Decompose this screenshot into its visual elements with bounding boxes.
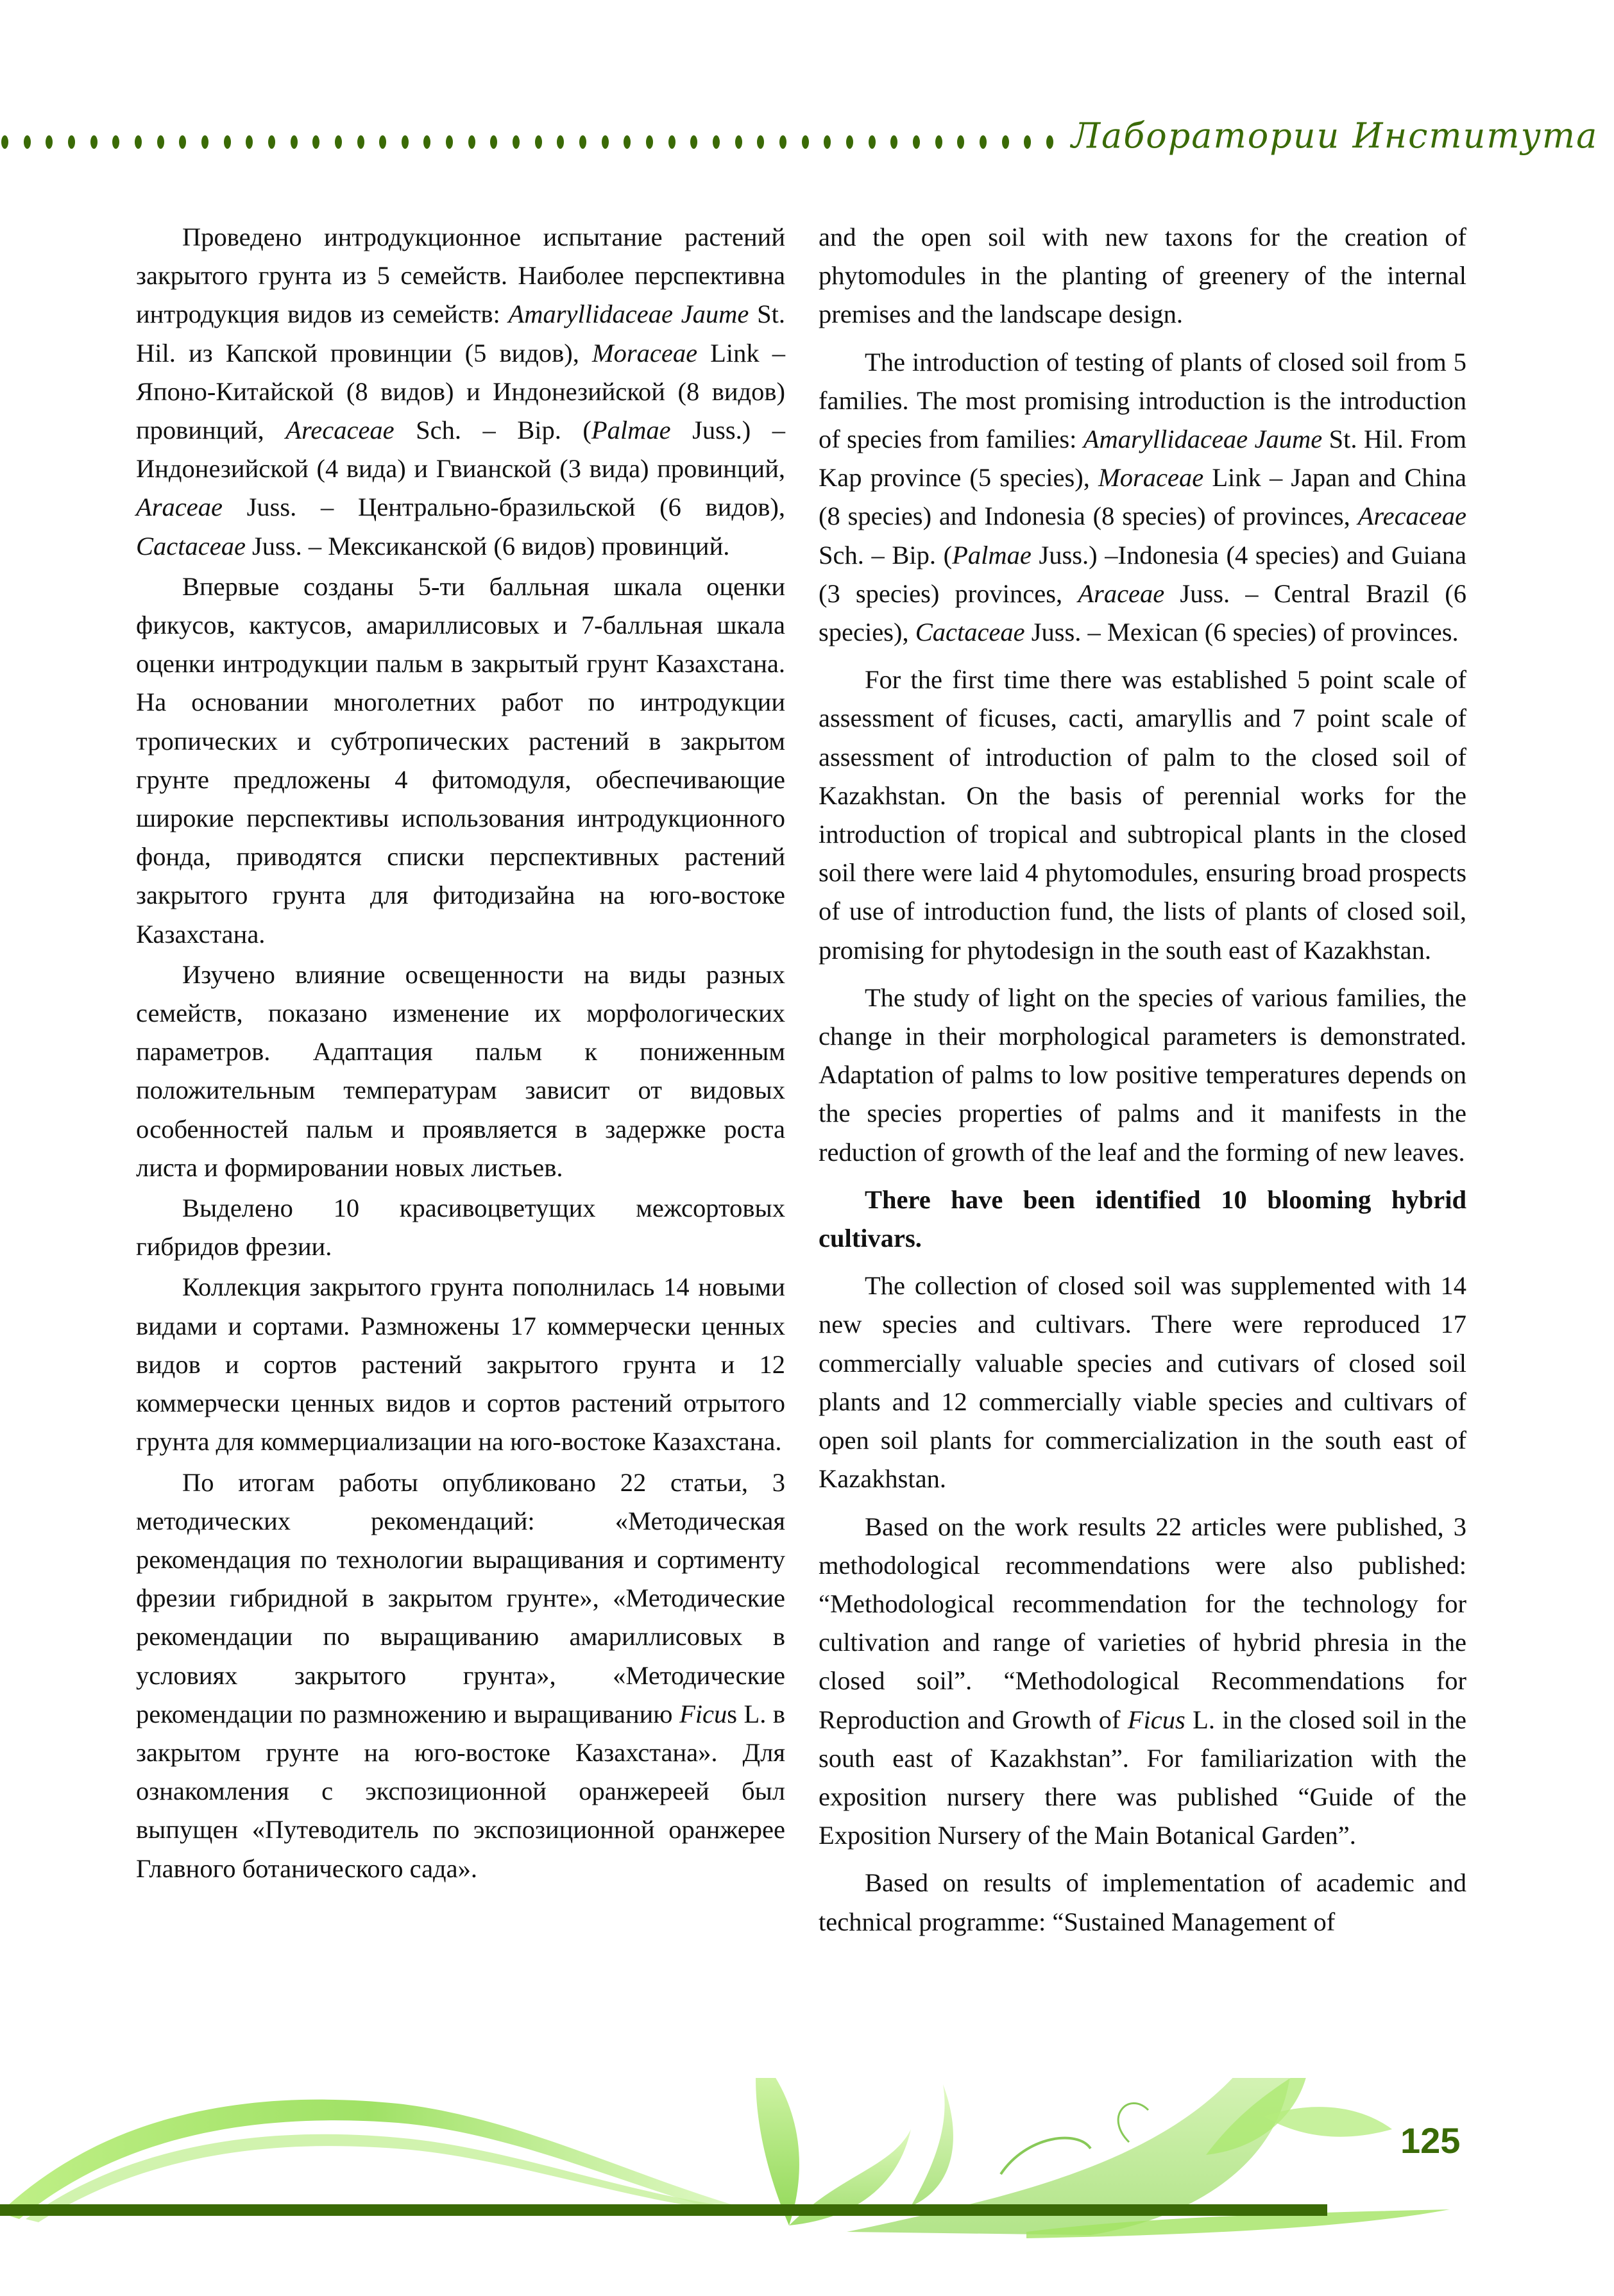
header-dot <box>179 135 186 149</box>
footer-bar <box>0 2204 1327 2216</box>
header-dot <box>24 135 31 149</box>
text-run: St. Hil. From Kap province (5 species), <box>819 425 1466 493</box>
header-dot <box>646 135 653 149</box>
header-dot <box>46 135 53 149</box>
text-run: The introduction of testing of plants of closed soil from 5 families. The most promising introduction is the introduction of species from families: <box>819 347 1466 454</box>
italic-taxon: Arecaceae <box>285 416 395 445</box>
text-run: s L. в закрытом грунте на юго-востоке Казахстана». Для ознакомления с экспозиционной оранжереей был выпущен «Путеводитель по экспозиционной оранжерее Главного ботанического сада». <box>136 1699 786 1883</box>
text-run: Изучено влияние освещенности на виды разных семейств, показано изменение их морфологических параметров. Адаптация пальм к пониженным положительным температурам зависит от видовых особенностей пальм и проявляется в задержке роста листа и формировании новых листьев. <box>136 959 785 1182</box>
page-number: 125 <box>1400 2120 1461 2161</box>
russian-text-column <box>136 218 785 1888</box>
paragraph <box>819 661 1466 970</box>
header-dot <box>690 135 697 149</box>
header-dot <box>157 135 164 149</box>
text-run: Sch. – Bip. ( <box>394 416 591 445</box>
text-run: The collection of closed soil was supplemented with 14 new species and cultivars. There were reproduced 17 commercially valuable species and cutivars of closed soil plants and 12 commercially viable species and cultivars of open soil plants for commercialization in the south east of Kazakhstan. <box>819 1271 1466 1494</box>
header-dot <box>624 135 631 149</box>
header-dot <box>846 135 853 149</box>
italic-taxon: Cactaceae <box>915 618 1025 647</box>
paragraph <box>136 1464 785 1888</box>
bold-text: There have been identified 10 blooming hybrid cultivars. <box>819 1185 1466 1253</box>
header-dot <box>402 135 409 149</box>
text-run: Based on the work results 22 articles were published, 3 methodological recommendations were also published: “Methodological recommendation for the technology for cultivation and range of varieties of hybrid phresia in the closed soil”. “Methodological Recommendations for Reproduction and Growth of <box>819 1512 1466 1734</box>
italic-taxon: Ficu <box>679 1699 727 1728</box>
header-dot <box>112 135 119 149</box>
header-dot <box>713 135 720 149</box>
text-run: and the open soil with new taxons for the creation of phytomodules in the planting of greenery of the internal premises and the landscape design. <box>819 223 1466 329</box>
header-dot <box>957 135 964 149</box>
paragraph <box>819 1267 1466 1498</box>
paragraph <box>819 343 1466 652</box>
italic-taxon: Amaryllidaceae Jaume <box>1083 425 1323 454</box>
header-dot <box>668 135 675 149</box>
italic-taxon: Palmae <box>591 416 671 445</box>
paragraph <box>819 1864 1466 1941</box>
header-dot <box>602 135 609 149</box>
italic-taxon: Palmae <box>952 540 1032 570</box>
leaf-vine-decoration <box>0 2078 1614 2296</box>
header-dot <box>557 135 564 149</box>
text-run: Sch. – Bip. ( <box>819 540 953 570</box>
paragraph <box>136 568 785 954</box>
header-dot <box>335 135 342 149</box>
text-run: Проведено интродукционное испытание растений закрытого грунта из 5 семейств. Наиболее перспективна интродукция видов из семейств: <box>136 223 785 329</box>
header-dot <box>535 135 542 149</box>
header-dot <box>291 135 298 149</box>
italic-taxon: Moraceae <box>591 338 698 367</box>
header-dot <box>246 135 253 149</box>
header-dot <box>201 135 208 149</box>
header-dot <box>379 135 386 149</box>
header-dot <box>490 135 497 149</box>
text-run: For the first time there was established 5 point scale of assessment of ficuses, cacti, amaryllis and 7 point scale of assessment of introduction of palm to the closed soil of Kazakhstan. On the basis of perennial works for the introduction of tropical and subtropical plants in the closed soil there were laid 4 phytomodules, ensuring broad prospects of use of introduction fund, the lists of plants of closed soil, promising for phytodesign in the south east of Kazakhstan. <box>819 665 1466 965</box>
header-dot <box>90 135 98 149</box>
italic-taxon: Arecaceae <box>1357 502 1466 531</box>
text-run: Коллекция закрытого грунта пополнилась 14 новыми видами и сортами. Размножены 17 коммерчески ценных видов и сортов растений закрытого грунта и 12 коммерчески ценных видов и сортов растений отрытого грунта для коммерциализации на юго-востоке Казахстана. <box>136 1272 785 1456</box>
text-run: По итогам работы опубликовано 22 статьи, 3 методических рекомендаций: «Методическая рекомендация по технологии выращивания и сортименту фрезии гибридной в закрытом грунте», «Методические рекомендации по выращиванию амариллисовых в условиях закрытого грунта», «Методические рекомендации по размножению и выращиванию <box>136 1467 785 1728</box>
header-dot <box>579 135 586 149</box>
text-run: Juss.) – Индонезийской (4 вида) и Гвианской (3 вида) провинций, <box>136 416 785 484</box>
text-run: St. Hil. из Капской провинции (5 видов), <box>136 300 786 367</box>
section-title: Лаборатории Института <box>1071 115 1599 156</box>
header-dot <box>357 135 364 149</box>
english-text-column <box>819 218 1466 1941</box>
header-dot <box>1002 135 1009 149</box>
italic-taxon: Amaryllidaceae Jaume <box>508 300 749 329</box>
header-dot <box>68 135 75 149</box>
paragraph <box>136 218 785 566</box>
header-dot <box>869 135 876 149</box>
header-dot <box>735 135 742 149</box>
paragraph <box>819 979 1466 1172</box>
text-run: L. in the closed soil in the south east of Kazakhstan”. For familiarization with the exposition nursery there was published “Guide of the Exposition Nursery of the Main Botanical Garden”. <box>819 1705 1467 1850</box>
header-dot <box>1046 135 1053 149</box>
text-run: Juss. – Mexican (6 species) of provinces. <box>1024 618 1459 647</box>
text-run: Juss. – Мексиканской (6 видов) провинций. <box>245 531 730 561</box>
header-dot <box>1 135 8 149</box>
text-run: Based on results of implementation of academic and technical programme: “Sustained Management of <box>819 1868 1466 1936</box>
paragraph <box>136 1189 785 1266</box>
header-dot <box>423 135 430 149</box>
header-dot <box>224 135 231 149</box>
text-run: The study of light on the species of various families, the change in their morphological parameters is demonstrated. Adaptation of palms to low positive temperatures depends on the species properties of palms and it manifests in the reduction of growth of the leaf and the forming of new leaves. <box>819 983 1466 1167</box>
italic-taxon: Cactaceae <box>136 531 246 561</box>
italic-taxon: Ficus <box>1127 1705 1185 1734</box>
text-run: Link – Japan and China (8 species) and Indonesia (8 species) of provinces, <box>819 463 1467 531</box>
italic-taxon: Araceae <box>1078 578 1165 608</box>
header-dot <box>135 135 142 149</box>
header-dot <box>779 135 786 149</box>
paragraph <box>819 1181 1466 1258</box>
italic-taxon: Araceae <box>136 493 223 522</box>
text-run: Juss.) –Indonesia (4 species) and Guiana (3 species) provinces, <box>819 540 1466 608</box>
header-dot <box>312 135 319 149</box>
paragraph <box>136 1268 785 1461</box>
header-dot <box>513 135 520 149</box>
text-run: Link – Японо-Китайской (8 видов) и Индонезийской (8 видов) провинций, <box>136 338 785 445</box>
text-run: Juss. – Central Brazil (6 species), <box>819 578 1466 647</box>
header-dot <box>890 135 897 149</box>
paragraph <box>819 218 1466 334</box>
paragraph <box>819 1508 1466 1855</box>
header-dot <box>802 135 809 149</box>
text-run: Juss. – Центрально-бразильской (6 видов), <box>222 493 785 522</box>
paragraph <box>136 956 785 1187</box>
italic-taxon: Moraceae <box>1098 463 1204 493</box>
header-dot <box>757 135 764 149</box>
text-run: Выделено 10 красивоцветущих межсортовых гибридов фрезии. <box>136 1194 785 1262</box>
header-dot <box>268 135 275 149</box>
header-dot <box>446 135 453 149</box>
header-dot <box>980 135 987 149</box>
header-dot-rule <box>1 135 1053 149</box>
header-dot <box>468 135 475 149</box>
header-dot <box>913 135 920 149</box>
header-dot <box>824 135 831 149</box>
header-dot <box>1024 135 1031 149</box>
text-run: Впервые созданы 5-ти балльная шкала оценки фикусов, кактусов, амариллисовых и 7-балльная шкала оценки интродукции пальм в закрытый грунт Казахстана. На основании многолетних работ по интродукции тропических и субтропических растений в закрытом грунте предложены 4 фитомодуля, обеспечивающие широкие перспективы использования интродукционного фонда, приводятся списки перспективных растений закрытого грунта для фитодизайна на юго-востоке Казахстана. <box>136 571 785 949</box>
header-dot <box>935 135 942 149</box>
